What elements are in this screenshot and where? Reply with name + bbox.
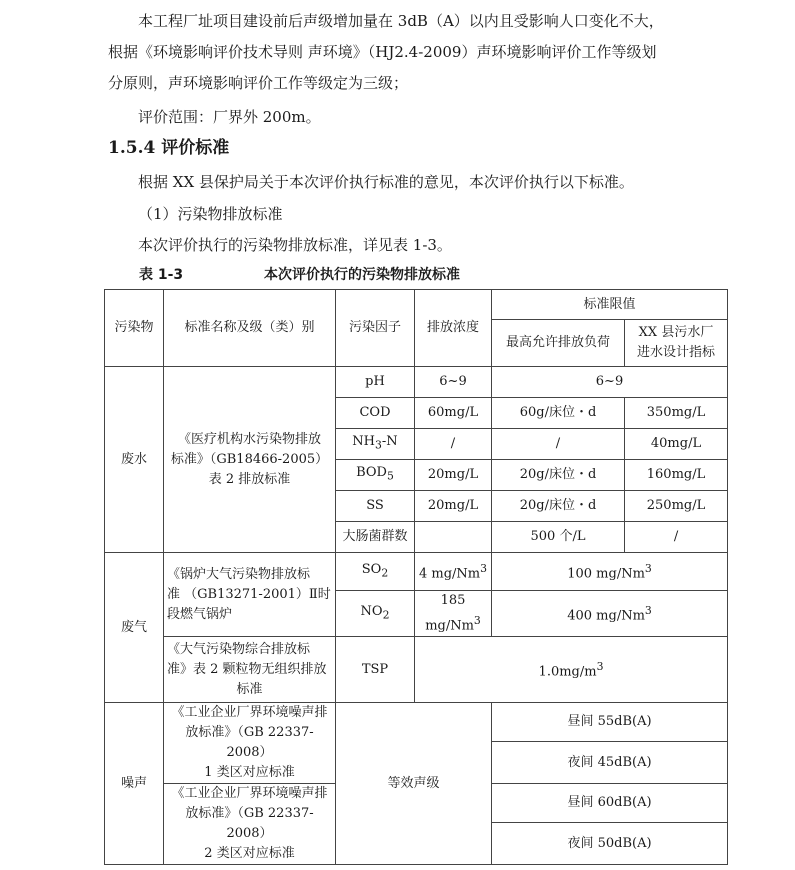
- table-title: 本次评价执行的污染物排放标准: [264, 267, 460, 283]
- limit-cell: 夜间 45dB(A): [492, 742, 728, 784]
- factor-cell: COD: [336, 398, 415, 429]
- limit-cell: 昼间 55dB(A): [492, 703, 728, 742]
- table-row: [105, 703, 728, 742]
- category-wastewater: 废水: [105, 367, 164, 553]
- table-row: [105, 637, 728, 703]
- header-factor: 污染因子: [336, 290, 415, 367]
- load-cell: 500 个/L: [492, 522, 625, 553]
- plant-cell: 250mg/L: [625, 491, 728, 522]
- factor-cell: 等效声级: [336, 703, 492, 865]
- conc-cell: 20mg/L: [415, 491, 492, 522]
- limit-cell: $1.0mg/m^3$: [415, 637, 728, 703]
- limit-cell: 夜间 50dB(A): [492, 823, 728, 865]
- load-cell: 60g/床位・d: [492, 398, 625, 429]
- factor-cell: 大肠菌群数: [336, 522, 415, 553]
- standards-table: [104, 289, 728, 865]
- load-cell: 20g/床位・d: [492, 460, 625, 491]
- paragraph-line: 根据 XX 县保护局关于本次评价执行标准的意见，本次评价执行以下标准。: [138, 173, 634, 191]
- factor-cell: $NO_2$: [336, 591, 415, 637]
- table-row: [105, 553, 728, 591]
- evaluation-range: 评价范围：厂界外 200m。: [138, 108, 321, 126]
- factor-cell: pH: [336, 367, 415, 398]
- load-cell: 20g/床位・d: [492, 491, 625, 522]
- header-limit: 标准限值: [492, 290, 728, 320]
- paragraph-line: 本次评价执行的污染物排放标准，详见表 1-3。: [138, 236, 452, 254]
- conc-cell: 60mg/L: [415, 398, 492, 429]
- limit-cell: 6~9: [492, 367, 728, 398]
- noise-standard-class2: 《工业企业厂界环境噪声排 放标准》（GB 22337-2008） 2 类区对应标准: [164, 784, 336, 865]
- limit-cell: 100 mg/Nm$^3$: [492, 553, 728, 591]
- header-max-load: 最高允许排放负荷: [492, 320, 625, 367]
- header-concentration: 排放浓度: [415, 290, 492, 367]
- factor-cell: SS: [336, 491, 415, 522]
- noise-standard-class1: 《工业企业厂界环境噪声排 放标准》（GB 22337-2008） 1 类区对应标准: [164, 703, 336, 784]
- load-cell: /: [492, 429, 625, 460]
- factor-cell: $NH_3-N$: [336, 429, 415, 460]
- header-plant-index: XX 县污水厂 进水设计指标: [625, 320, 728, 367]
- factor-cell: $BOD_5$: [336, 460, 415, 491]
- plant-cell: 350mg/L: [625, 398, 728, 429]
- header-pollutant: 污染物: [105, 290, 164, 367]
- conc-cell: 20mg/L: [415, 460, 492, 491]
- general-air-standard: 《大气污染物综合排放标 准》表 2 颗粒物无组织排放 标准: [164, 637, 336, 703]
- plant-cell: /: [625, 522, 728, 553]
- category-noise: 噪声: [105, 703, 164, 865]
- limit-cell: 昼间 60dB(A): [492, 784, 728, 823]
- table-row: [105, 367, 728, 398]
- limit-cell: 400 mg/Nm$^3$: [492, 591, 728, 637]
- conc-cell: /: [415, 429, 492, 460]
- conc-cell: 6~9: [415, 367, 492, 398]
- wastewater-standard: 《医疗机构水污染物排放 标准》（GB18466-2005） 表 2 排放标准: [164, 367, 336, 553]
- plant-cell: 40mg/L: [625, 429, 728, 460]
- conc-cell: 185 mg/Nm$^3$: [415, 591, 492, 637]
- subsection-label: （1）污染物排放标准: [138, 205, 283, 223]
- header-standard: 标准名称及级（类）别: [164, 290, 336, 367]
- conc-cell: [415, 522, 492, 553]
- factor-cell: TSP: [336, 637, 415, 703]
- plant-cell: 160mg/L: [625, 460, 728, 491]
- paragraph-line: 分原则，声环境影响评价工作等级定为三级；: [108, 74, 409, 92]
- paragraph-line: 本工程厂址项目建设前后声级增加量在 3dB（A）以内且受影响人口变化不大，: [138, 12, 664, 30]
- conc-cell: 4 mg/Nm$^3$: [415, 553, 492, 591]
- factor-cell: $SO_2$: [336, 553, 415, 591]
- category-waste-gas: 废气: [105, 553, 164, 703]
- boiler-standard: 《锅炉大气污染物排放标 准 （GB13271-2001）Ⅱ时 段燃气锅炉: [164, 553, 336, 637]
- table-number: 表 1-3: [139, 267, 184, 283]
- section-heading: 1.5.4 评价标准: [108, 138, 230, 158]
- paragraph-line: 根据《环境影响评价技术导则 声环境》（HJ2.4-2009）声环境影响评价工作等级划: [108, 43, 657, 61]
